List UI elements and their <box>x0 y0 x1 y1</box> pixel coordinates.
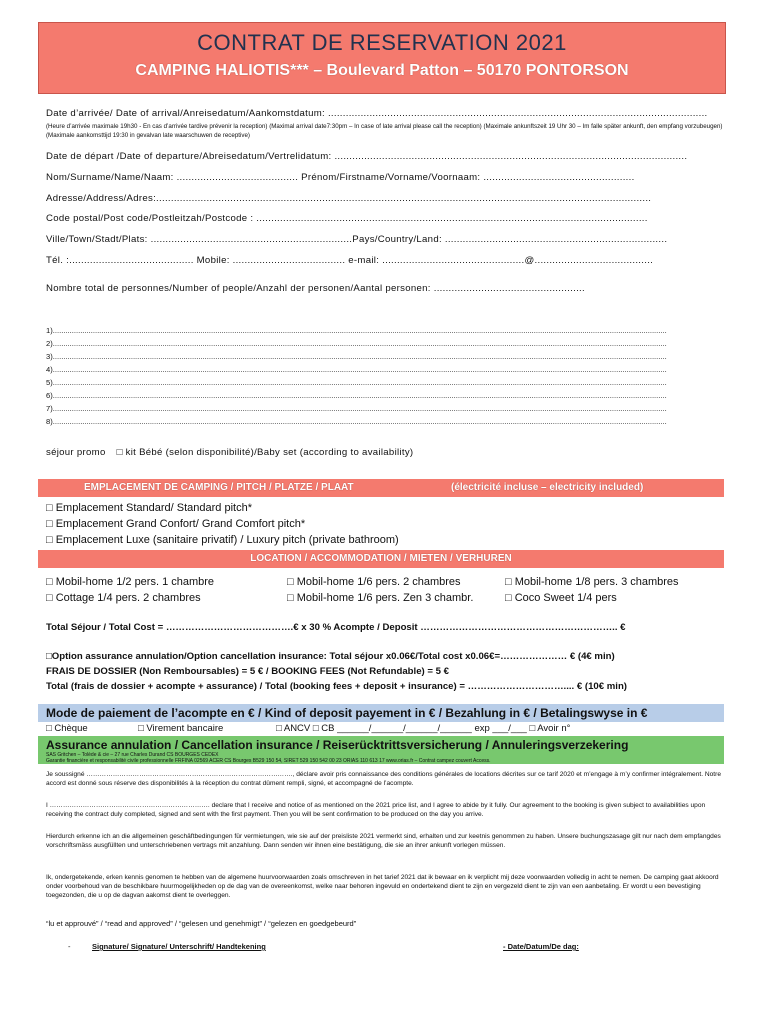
declaration-en: I ………………………………………………………………. declare that I receive and notice of as mentioned on the 2021 price list, and I agree to abide by it fully. Our agreement to the booking is given subject to availabilities upon receiving the contract duly completed, signed and sent with the first payment. Then you will be sent confirmation to be produced on the day you arrive. <box>46 802 706 818</box>
name-field[interactable]: Nom/Surname/Name/Naam: ......................................... Prénom/Firstname/Vorname/Voornaam: ................................................... <box>46 172 635 183</box>
guest-row[interactable]: 7)................................................................................................................................................................................................................................................................................................... <box>46 404 667 413</box>
insurance-section-bar <box>38 736 724 764</box>
baby-kit-checkbox[interactable]: □ kit Bébé (selon disponibilité)/Baby set (according to availability) <box>116 447 414 458</box>
contract-subtitle: CAMPING HALIOTIS*** – Boulevard Patton – 50170 PONTORSON <box>135 62 629 79</box>
signature-field[interactable]: Signature/ Signature/ Unterschrift/ Handtekening <box>92 942 266 951</box>
insurer-address: SAS Gritchen – Tolède & cie – 27 rue Charles Durand CS BOURGES CEDEX <box>46 752 219 758</box>
guest-row[interactable]: 8)................................................................................................................................................................................................................................................................................................... <box>46 417 667 426</box>
guest-row[interactable]: 2)................................................................................................................................................................................................................................................................................................... <box>46 339 667 348</box>
pitch-luxury-checkbox[interactable]: □ Emplacement Luxe (sanitaire privatif) / Luxury pitch (private bathroom) <box>46 534 399 546</box>
pitch-comfort-checkbox[interactable]: □ Emplacement Grand Confort/ Grand Comfort pitch* <box>46 518 306 530</box>
payment-section-title: Mode de paiement de l’acompte en € / Kind of deposit payement in € / Bezahlung in € / Betalingswyse in € <box>46 706 648 720</box>
mobilhome-8-checkbox[interactable]: □ Mobil-home 1/8 pers. 3 chambres <box>505 576 679 588</box>
arrival-time-note: (Heure d’arrivée maximale 19h30 - En cas d’arrivée tardive prévenir la reception) (Maximal arrival date7:30pm – In case of late arrival please call the reception) (Maximale ankunftszeit 19 Uhr 30 – Im falle später ankunft, den empfang vorzubeugen) (Maximale aankomsttijd 19:30 in gevalvan late waarschuwen de receptive) <box>46 123 723 139</box>
address-field[interactable]: Adresse/Address/Adres:....................................................................................................................................................................... <box>46 193 652 204</box>
bank-transfer-checkbox[interactable]: □ Virement bancaire <box>138 723 224 734</box>
mobilhome-2-checkbox[interactable]: □ Mobil-home 1/2 pers. 1 chambre <box>46 576 215 588</box>
pitch-section-bar <box>38 479 724 497</box>
location-section-title: LOCATION / ACCOMMODATION / MIETEN / VERHUREN <box>250 553 512 564</box>
sheets-label-cont: séjour promo <box>46 447 106 458</box>
insurance-section-title: Assurance annulation / Cancellation insurance / Reiserücktrittsversicherung / Annuleringsverzekering <box>46 738 629 752</box>
insurance-option-checkbox[interactable]: □Option assurance annulation/Option cancellation insurance: Total séjour x0.06€/Total cost x0.06€=………………… € (4€ min) <box>46 651 615 662</box>
city-country-field[interactable]: Ville/Town/Stadt/Plats: ....................................................................Pays/Country/Land: ........................................................................... <box>46 234 668 245</box>
contract-title: CONTRAT DE RESERVATION 2021 <box>197 30 567 55</box>
ancv-card-checkbox[interactable]: □ ANCV □ CB ______/______/______/______ exp ___/___ □ Avoir n° <box>276 723 571 734</box>
pitch-section-title: EMPLACEMENT DE CAMPING / PITCH / PLATZE / PLAAT <box>84 482 354 493</box>
signature-bullet: - <box>68 942 71 951</box>
guest-row[interactable]: 1)................................................................................................................................................................................................................................................................................................... <box>46 326 667 335</box>
grand-total-field[interactable]: Total (frais de dossier + acompte + assurance) / Total (booking fees + deposit + insurance) = ………………………….... € (10€ min) <box>46 681 628 692</box>
payment-options-row <box>38 722 724 736</box>
cheque-checkbox[interactable]: □ Chèque <box>46 723 88 734</box>
extras-row-2 <box>46 447 726 458</box>
insurer-guarantee: Garantie financière et responsabilité civile professionnelle FRFINA 02569 ACER CS Bourges B529 150 54, SIRET 529 150 542 00 23 ORIAS 110 613 17 www.orias.fr – Contrat campez couvert Access. <box>46 758 491 764</box>
total-persons-field[interactable]: Nombre total de personnes/Number of people/Anzahl der personen/Aantal personen: ................................................... <box>46 283 585 294</box>
guest-row[interactable]: 6)................................................................................................................................................................................................................................................................................................... <box>46 391 667 400</box>
departure-date-field[interactable]: Date de départ /Date of departure/Abreisedatum/Vertrelidatum: ....................................................................................................................... <box>46 151 688 162</box>
coco-sweet-checkbox[interactable]: □ Coco Sweet 1/4 pers <box>505 592 617 604</box>
read-approved-text: “lu et approuvé” / “read and approved” / “gelesen und genehmigt” / “gelezen en goedgebeurd” <box>46 919 357 928</box>
contract-header <box>38 22 726 94</box>
arrival-date-field[interactable]: Date d’arrivée/ Date of arrival/Anreisedatum/Aankomstdatum: ................................................................................................................................ <box>46 108 708 119</box>
total-cost-field[interactable]: Total Séjour / Total Cost = ………………………………….€ x 30 % Acompte / Deposit …………………………………………………….. € <box>46 622 626 633</box>
declaration-fr: Je soussigné …………………………………………………………………………………., déclare avoir pris connaissance des conditions générales de locations décrites sur ce tarif 2020 et m’engage à m’y confirmer intégralement. Notre accord est donné sous réserve des disponibilités à la réception du contrat dûment rempli, signé, et accompagné de l’acompte. <box>46 771 722 787</box>
payment-section-bar <box>38 704 724 722</box>
phone-email-field[interactable]: Tél. :.......................................... Mobile: ...................................... e-mail: ................................................@........................................ <box>46 255 654 266</box>
declaration-nl: Ik, ondergetekende, erken kennis genomen te hebben van de algemene huurvoorwaarden zoals omschreven in het tarief 2021 dat ik bewaar en ik verplicht mij deze voorwaarden volledig in acht te nemen. De camping gaat akkoord onder voorbehoud van de beschikbare huurmogelijkheden op de dag van de overeenkomst, welke naar behoren ingevuld en ondertekend dient te zijn en vergezeld dient te zijn van een aanbetaling. Er wordt u een bevestiging toegezonden, die u op de dagvan aakomst dient te overleggen. <box>46 874 719 899</box>
mobilhome-zen-checkbox[interactable]: □ Mobil-home 1/6 pers. Zen 3 chambr. <box>287 592 474 604</box>
pitch-electricity-note: (électricité incluse – electricity included) <box>451 482 644 493</box>
cottage-checkbox[interactable]: □ Cottage 1/4 pers. 2 chambres <box>46 592 201 604</box>
guest-row[interactable]: 3)................................................................................................................................................................................................................................................................................................... <box>46 352 667 361</box>
guest-row[interactable]: 5)................................................................................................................................................................................................................................................................................................... <box>46 378 667 387</box>
pitch-standard-checkbox[interactable]: □ Emplacement Standard/ Standard pitch* <box>46 502 252 514</box>
mobilhome-6-checkbox[interactable]: □ Mobil-home 1/6 pers. 2 chambres <box>287 576 461 588</box>
location-section-bar <box>38 550 724 568</box>
declaration-de: Hierdurch erkenne ich an die allgemeinen geschäftbedingungen für vermietungen, wie sie auf der preisliste 2021 vermerkt sind, erhalten und zur keetnis genommen zu haben. Unsere buchungszasage gilt nur nach dem empfangdes vorschriftsmäss ausgfüllten und unterschriebenen vertrags mit anzahlung. Dann senden wir ihnen eine bestätigung, die sie an ihrer ankunft vorlegen müssen. <box>46 833 721 849</box>
postcode-field[interactable]: Code postal/Post code/Postleitzah/Postcode : .................................................................................................................................... <box>46 213 648 224</box>
guest-row[interactable]: 4)................................................................................................................................................................................................................................................................................................... <box>46 365 667 374</box>
booking-fees-text: FRAIS DE DOSSIER (Non Remboursables) = 5 € / BOOKING FEES (Not Refundable) = 5 € <box>46 666 450 677</box>
date-field[interactable]: - Date/Datum/De dag: <box>503 942 579 951</box>
